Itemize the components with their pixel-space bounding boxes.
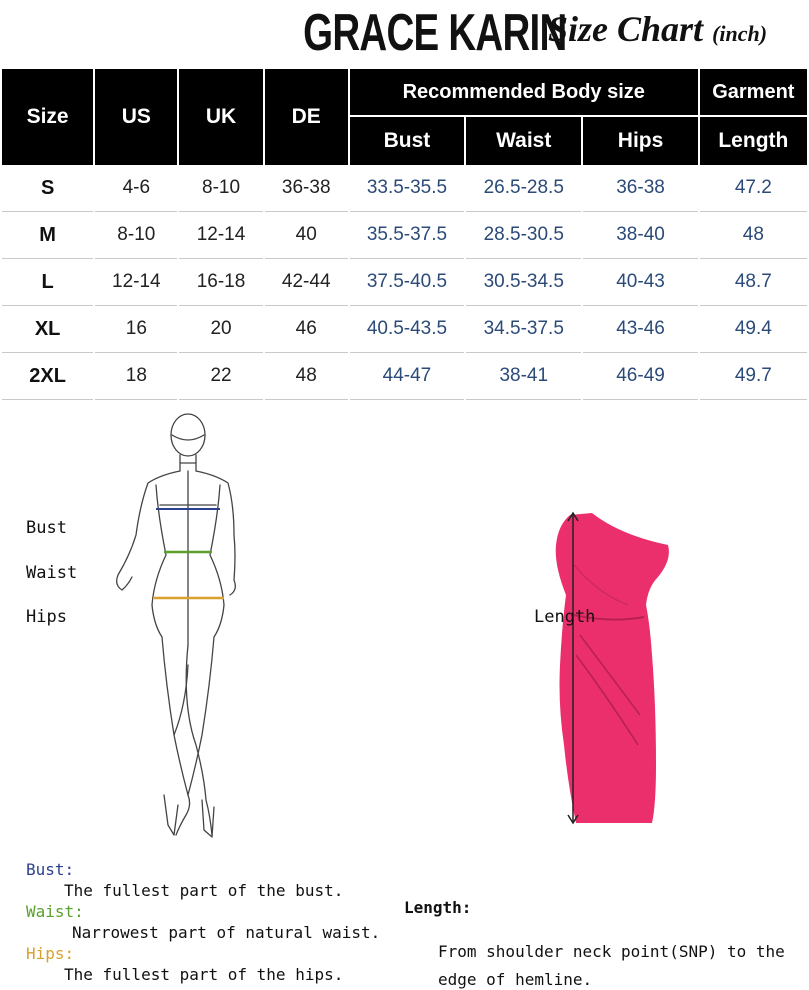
table-row bbox=[2, 165, 807, 212]
table-row bbox=[2, 353, 807, 400]
header-de: DE bbox=[265, 69, 348, 165]
header-garment: Garment bbox=[700, 69, 807, 115]
size-table bbox=[0, 69, 809, 400]
definition-term-waist: Waist: bbox=[26, 902, 84, 921]
figure-label-bust: Bust bbox=[26, 518, 67, 538]
header-waist: Waist bbox=[466, 115, 581, 165]
figure-label-length: Length bbox=[534, 607, 596, 627]
waist-cell: 38-41 bbox=[466, 353, 581, 400]
hips-cell: 46-49 bbox=[583, 353, 697, 400]
us-cell: 4-6 bbox=[95, 165, 177, 212]
waist-cell: 34.5-37.5 bbox=[466, 306, 581, 353]
us-cell: 12-14 bbox=[95, 259, 177, 306]
definition-text-length-line2: edge of hemline. bbox=[438, 970, 593, 989]
de-cell: 36-38 bbox=[265, 165, 348, 212]
waist-cell: 26.5-28.5 bbox=[466, 165, 581, 212]
us-cell: 18 bbox=[95, 353, 177, 400]
length-cell: 49.7 bbox=[700, 353, 807, 400]
hips-cell: 40-43 bbox=[583, 259, 697, 306]
header-recommended-body-size: Recommended Body size bbox=[350, 69, 698, 115]
chart-title bbox=[548, 4, 809, 54]
uk-cell: 12-14 bbox=[179, 212, 262, 259]
header-size: Size bbox=[2, 69, 93, 165]
table-row bbox=[2, 212, 807, 259]
definition-term-length: Length: bbox=[404, 898, 472, 917]
de-cell: 42-44 bbox=[265, 259, 348, 306]
definition-term-bust: Bust: bbox=[26, 860, 75, 879]
uk-cell: 16-18 bbox=[179, 259, 262, 306]
bust-cell: 40.5-43.5 bbox=[350, 306, 464, 353]
body-figure-illustration bbox=[100, 405, 260, 845]
table-row bbox=[2, 259, 807, 306]
waist-cell: 28.5-30.5 bbox=[466, 212, 581, 259]
brand-logo: GRACE KARIN bbox=[303, 4, 567, 62]
size-cell: 2XL bbox=[2, 353, 93, 400]
hips-cell: 43-46 bbox=[583, 306, 697, 353]
bust-cell: 35.5-37.5 bbox=[350, 212, 464, 259]
de-cell: 48 bbox=[265, 353, 348, 400]
hips-cell: 36-38 bbox=[583, 165, 697, 212]
header-length: Length bbox=[700, 115, 807, 165]
definition-text-hips: The fullest part of the hips. bbox=[64, 965, 344, 984]
us-cell: 16 bbox=[95, 306, 177, 353]
length-cell: 48.7 bbox=[700, 259, 807, 306]
definition-text-length-line1: From shoulder neck point(SNP) to the bbox=[438, 942, 785, 961]
header-uk: UK bbox=[179, 69, 262, 165]
hips-cell: 38-40 bbox=[583, 212, 697, 259]
length-cell: 48 bbox=[700, 212, 807, 259]
uk-cell: 8-10 bbox=[179, 165, 262, 212]
bust-cell: 37.5-40.5 bbox=[350, 259, 464, 306]
size-cell: XL bbox=[2, 306, 93, 353]
waist-cell: 30.5-34.5 bbox=[466, 259, 581, 306]
de-cell: 40 bbox=[265, 212, 348, 259]
definition-term-hips: Hips: bbox=[26, 944, 75, 963]
figure-label-hips: Hips bbox=[26, 607, 67, 627]
uk-cell: 22 bbox=[179, 353, 262, 400]
header-bust: Bust bbox=[350, 115, 464, 165]
header-us: US bbox=[95, 69, 177, 165]
table-row bbox=[2, 306, 807, 353]
bust-cell: 33.5-35.5 bbox=[350, 165, 464, 212]
length-cell: 47.2 bbox=[700, 165, 807, 212]
uk-cell: 20 bbox=[179, 306, 262, 353]
dress-illustration bbox=[540, 505, 680, 830]
chart-unit: (inch) bbox=[712, 21, 768, 46]
bust-cell: 44-47 bbox=[350, 353, 464, 400]
header-hips: Hips bbox=[583, 115, 697, 165]
figure-label-waist: Waist bbox=[26, 563, 78, 583]
us-cell: 8-10 bbox=[95, 212, 177, 259]
length-cell: 49.4 bbox=[700, 306, 807, 353]
size-cell: S bbox=[2, 165, 93, 212]
definition-text-waist: Narrowest part of natural waist. bbox=[72, 923, 381, 942]
size-cell: M bbox=[2, 212, 93, 259]
definition-text-bust: The fullest part of the bust. bbox=[64, 881, 344, 900]
de-cell: 46 bbox=[265, 306, 348, 353]
size-cell: L bbox=[2, 259, 93, 306]
chart-title-text: Size Chart bbox=[548, 9, 704, 49]
